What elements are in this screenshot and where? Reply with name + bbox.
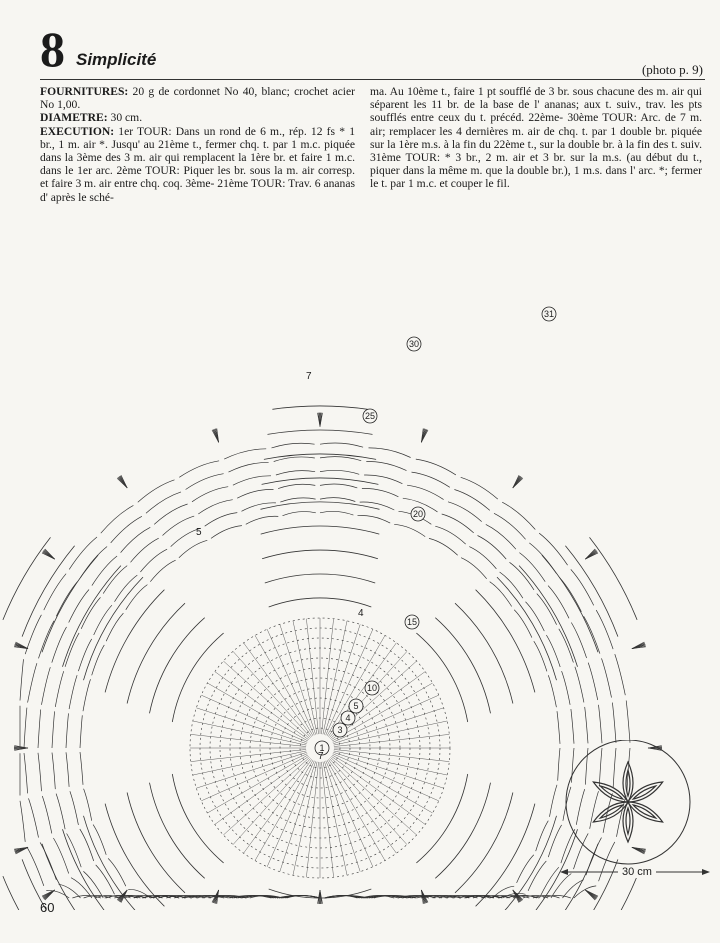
chart-mesh-arc (276, 471, 315, 475)
chart-mesh-arc (80, 829, 94, 861)
chart-pineapple-row (416, 633, 467, 722)
chart-pineapple-row (84, 577, 144, 680)
chart-mesh-arc (394, 524, 425, 536)
chart-mesh-arc (575, 667, 584, 703)
chart-stitch-column (193, 751, 306, 775)
chart-mesh-arc (546, 635, 560, 667)
chart-mesh-arc (272, 443, 315, 448)
scale-label: 30 cm (618, 866, 656, 878)
chart-mesh-arc (562, 671, 571, 705)
chart-mesh-arc (52, 711, 55, 748)
chart-mesh-arc (111, 516, 142, 543)
chart-mesh-arc (229, 462, 269, 472)
execution-label: EXECUTION: (40, 124, 115, 138)
chart-mesh-arc (320, 443, 363, 447)
chart-mesh-arc (24, 753, 28, 793)
chart-mesh-arc (205, 513, 238, 527)
chart-mesh-arc (53, 838, 68, 874)
chart-mesh-arc (280, 498, 315, 502)
instructions-right-column (370, 85, 702, 191)
chart-mesh-arc (66, 713, 69, 748)
chart-mesh-arc (320, 498, 355, 502)
chart-mesh-arc (519, 553, 545, 582)
chart-mesh-arc (557, 711, 560, 744)
chart-mesh-arc (83, 679, 91, 711)
chart-stitch-column (193, 721, 306, 745)
chart-mesh-arc (366, 461, 406, 470)
chart-pineapple-row (22, 546, 75, 637)
chart-pineapple-row (435, 783, 490, 879)
chart-mesh-arc (179, 461, 219, 478)
round-marker-label: 15 (406, 617, 418, 627)
chart-mesh-arc (407, 485, 444, 499)
chart-mesh-arc (435, 526, 465, 544)
chart-stitch-column (215, 672, 309, 740)
chart-stitch-column (333, 754, 439, 801)
chart-pineapple-row (261, 526, 380, 534)
chart-mesh-arc (38, 753, 42, 791)
chart-mesh-arc (81, 547, 108, 578)
chart-stitch-column (331, 756, 425, 824)
chart-mesh-arc (103, 566, 127, 594)
fournitures-text: 20 g de cordonnet No 40, blanc; crochet acier No 1,00. (40, 85, 355, 112)
chart-stitch-column (334, 751, 447, 775)
chart-pineapple-row (265, 574, 375, 583)
chart-mesh-arc (84, 789, 92, 821)
chart-pineapple-row (261, 502, 380, 509)
chart-pineapple-row (262, 550, 378, 559)
chart-mesh-arc (615, 654, 626, 695)
chart-stitch-column (321, 619, 333, 734)
chart-mesh-arc (461, 477, 498, 499)
chart-mesh-arc (94, 605, 112, 635)
chart-mesh-arc (186, 474, 224, 490)
chart-mesh-arc (198, 500, 232, 514)
chart-mesh-arc (358, 516, 391, 524)
chart-mesh-arc (320, 457, 361, 461)
chart-stitch-column (328, 643, 396, 737)
chart-mesh-arc (121, 527, 151, 552)
chart-mesh-arc (138, 480, 175, 502)
chart-mesh-arc (59, 884, 81, 898)
chart-pineapple-row (590, 537, 638, 620)
chart-mesh-arc (461, 558, 487, 579)
chart-pineapple-row (497, 577, 557, 680)
chart-mesh-arc (540, 867, 559, 898)
fournitures-label: FOURNITURES: (40, 85, 129, 98)
chart-stitch-column (215, 756, 309, 824)
chart-stitch-column (280, 761, 316, 871)
chart-mesh-arc (92, 556, 117, 586)
chart-mesh-arc (80, 752, 83, 785)
chart-mesh-arc (126, 585, 148, 610)
chart-mesh-arc (192, 487, 228, 502)
chart-mesh-arc (211, 526, 242, 539)
chart-mesh-arc (52, 627, 67, 663)
chart-pineapple-row (435, 618, 490, 714)
chart-pineapple-row (172, 633, 223, 722)
chart-pineapple-row (416, 774, 467, 863)
chart-mesh-arc (38, 710, 41, 749)
chart-mesh-arc (52, 753, 55, 790)
pattern-title: Simplicité (76, 50, 157, 69)
chart-mesh-arc (283, 512, 316, 516)
chart-mesh-arc (278, 484, 315, 488)
chart-pineapple-row (172, 774, 223, 863)
chart-stitch-column (201, 695, 307, 742)
chart-stitch-column (306, 762, 318, 877)
chart-mesh-arc (80, 715, 82, 748)
chart-mesh-arc (571, 709, 574, 744)
chart-stitch-column (196, 752, 306, 788)
diametre-paragraph (40, 111, 355, 124)
chart-mesh-arc (369, 448, 411, 458)
instructions-left-column (40, 85, 355, 204)
round-marker-label: 4 (345, 713, 351, 723)
chart-stitch-column (196, 708, 306, 744)
diametre-text: 30 cm. (107, 111, 143, 125)
chart-mesh-arc (93, 825, 106, 855)
side-label-bottom: 7 (318, 751, 324, 762)
chart-stitch-column (321, 762, 333, 877)
chart-stitch-column (333, 752, 443, 788)
chart-mesh-arc (534, 641, 547, 671)
chart-mesh-arc (588, 663, 598, 700)
chart-mesh-arc (28, 663, 37, 702)
round-markers (315, 307, 556, 755)
chart-mesh-arc (502, 502, 535, 529)
chart-mesh-arc (550, 785, 558, 817)
chart-mesh-arc (70, 791, 79, 825)
chart-mesh-arc (320, 484, 357, 488)
round-marker-label: 30 (408, 339, 420, 349)
chart-mesh-arc (478, 536, 507, 560)
chart-mesh-arc (83, 871, 103, 898)
chart-pineapple-row (264, 454, 376, 459)
side-label-top: 7 (306, 371, 312, 382)
chart-mesh-arc (29, 798, 39, 837)
chart-stitch-column (293, 762, 317, 875)
side-label-left: 5 (196, 527, 202, 538)
chart-stitch-column (191, 734, 306, 746)
chart-mesh-arc (69, 590, 89, 623)
chart-mesh-arc (494, 513, 526, 539)
chart-mesh-arc (412, 472, 450, 487)
chart-mesh-arc (528, 861, 546, 891)
chart-mesh-arc (548, 586, 569, 619)
chart-stitch-column (293, 621, 317, 734)
chart-mesh-arc (39, 621, 55, 659)
chart-stitch-column (334, 749, 449, 761)
chart-mesh-arc (42, 796, 52, 833)
chart-mesh-arc (78, 639, 91, 671)
flower-petals (591, 762, 665, 842)
chart-mesh-arc (108, 858, 126, 886)
chart-mesh-arc (69, 537, 97, 569)
chart-pineapple-row (565, 546, 618, 637)
diametre-label: DIAMETRE: (40, 111, 108, 125)
chart-mesh-arc (179, 540, 207, 557)
chart-mesh-arc (150, 560, 175, 582)
chart-mesh-arc (101, 505, 134, 533)
chart-mesh-arc (559, 629, 574, 663)
chart-stitch-column (244, 759, 312, 853)
chart-mesh-arc (537, 594, 557, 625)
round-marker-label: 5 (353, 701, 359, 711)
chart-mesh-arc (67, 834, 82, 868)
chart-mesh-arc (131, 538, 159, 562)
chart-mesh-arc (529, 543, 556, 574)
chart-mesh-arc (274, 457, 315, 462)
scale-arrow-right (702, 869, 710, 875)
chart-mesh-arc (416, 459, 456, 475)
chart-mesh-arc (486, 524, 516, 549)
round-marker-label: 25 (364, 411, 376, 421)
chart-mesh-arc (454, 490, 489, 511)
chart-mesh-arc (442, 514, 474, 533)
chart-mesh-arc (20, 659, 24, 700)
execution-text: 1er TOUR: Dans un rond de 6 m., rép. 12 fs * 1 br., 1 m. air *. Jusqu' au 21ème t., fermer chq. t. par 1 m.c. piquée dans la 3ème des 3 m. air qui remplacent la 1ère br. et faire 1 m.c. dans le 1er arc. 2ème TOUR: Piquer les br. sous la m. air corresp. et faire 3 m. air entre chq. coq. 3ème- 21ème TOUR: Trav. 6 ananas d' après le sché- (40, 124, 355, 204)
side-label-right: 4 (358, 608, 364, 619)
chart-mesh-arc (571, 623, 586, 659)
chart-mesh-arc (320, 470, 359, 474)
chart-mesh-arc (44, 574, 66, 610)
header-rule (40, 79, 705, 80)
chart-mesh-arc (490, 582, 512, 607)
chart-mesh-arc (20, 801, 25, 842)
chart-mesh-arc (69, 675, 77, 709)
chart-mesh-arc (106, 613, 123, 641)
round-marker-label: 3 (337, 725, 343, 735)
flower-petal-inner (626, 770, 630, 796)
chart-mesh-arc (42, 667, 51, 705)
chart-mesh-arc (154, 504, 187, 524)
chart-stitch-column (191, 749, 306, 761)
chart-mesh-arc (429, 538, 458, 555)
chart-stitch-column (328, 759, 396, 853)
chart-mesh-arc (602, 658, 612, 697)
page-number: 60 (40, 900, 55, 915)
chart-stitch-column (334, 734, 449, 746)
chart-mesh-arc (612, 703, 616, 743)
chart-mesh-arc (27, 847, 44, 886)
round-marker-label: 20 (412, 509, 424, 519)
execution-continued-text: ma. Au 10ème t., faire 1 pt soufflé de 3 br. sous chacune des m. air qui séparent les 11 br. de la base de l' ananas; aux t. suiv., trav. les pts soufflés entre ceux du t. précéd. 22ème- 30ème TOUR: Arc. de 7 m. air; remplacer les 4 dernières m. air de chq. t. par 1 double br. piquée sur la 1ère m.s. à la fin du 22ème t., sur la double br. à la fin des t. suiv. 31ème TOUR: * 3 br., 2 m. air et 3 br. sur la m.s. (au début du t., piquer dans la même m. que la double br.), 1 m.s. dans l' arc. *; fermer le t. par 1 m.c. et couper le fil. (370, 85, 702, 191)
chart-pineapple-row (3, 537, 51, 620)
pattern-header (40, 21, 705, 80)
chart-mesh-arc (55, 671, 63, 707)
chart-mesh-arc (539, 533, 567, 565)
photo-reference: (photo p. 9) (641, 62, 703, 77)
chart-mesh-arc (626, 701, 630, 743)
chart-stitch-column (323, 762, 347, 875)
chart-mesh-arc (92, 645, 105, 675)
chart-pineapple-row (268, 430, 373, 434)
round-marker-label: 31 (543, 309, 555, 319)
chart-mesh-arc (320, 511, 353, 515)
chart-stitch-column (244, 643, 312, 737)
flower-petal-inner (626, 808, 630, 834)
fournitures-paragraph (40, 85, 355, 111)
round-marker-label: 1 (319, 743, 325, 753)
chart-stitch-column (267, 629, 314, 735)
pattern-number: 8 (40, 21, 65, 77)
chart-mesh-arc (65, 633, 79, 667)
chart-pineapple-row (272, 406, 367, 409)
chart-stitch-column (280, 624, 316, 734)
chart-pineapple-row (262, 478, 379, 484)
chart-pineapple-row (42, 555, 98, 652)
chart-mesh-arc (146, 492, 181, 513)
chart-mesh-arc (596, 610, 613, 649)
chart-pineapple-row (150, 783, 205, 879)
chart-mesh-arc (536, 821, 549, 851)
chart-mesh-arc (24, 708, 27, 748)
round-marker-label: 10 (366, 683, 378, 693)
chart-mesh-arc (246, 516, 278, 524)
chart-mesh-arc (514, 610, 532, 638)
chart-stitch-column (201, 754, 307, 801)
chart-mesh-arc (510, 562, 535, 590)
scale-arrow-left (560, 869, 568, 875)
chart-mesh-arc (362, 489, 399, 497)
chart-mesh-arc (81, 597, 100, 628)
chart-stitch-column (324, 761, 360, 871)
chart-pineapple-row (150, 618, 205, 714)
chart-mesh-arc (224, 449, 266, 459)
chart-pineapple-row (542, 555, 598, 652)
chart-pineapple-row (269, 598, 372, 607)
chart-mesh-arc (599, 705, 603, 743)
chart-stitch-column (306, 619, 318, 734)
chart-stitch-column (267, 761, 314, 867)
chart-mesh-arc (56, 794, 65, 830)
execution-paragraph (40, 125, 355, 204)
chart-mesh-arc (517, 855, 534, 883)
chart-mesh-arc (585, 707, 588, 744)
chart-mesh-arc (548, 675, 556, 707)
chart-mesh-arc (66, 752, 69, 787)
chart-mesh-arc (237, 489, 273, 498)
